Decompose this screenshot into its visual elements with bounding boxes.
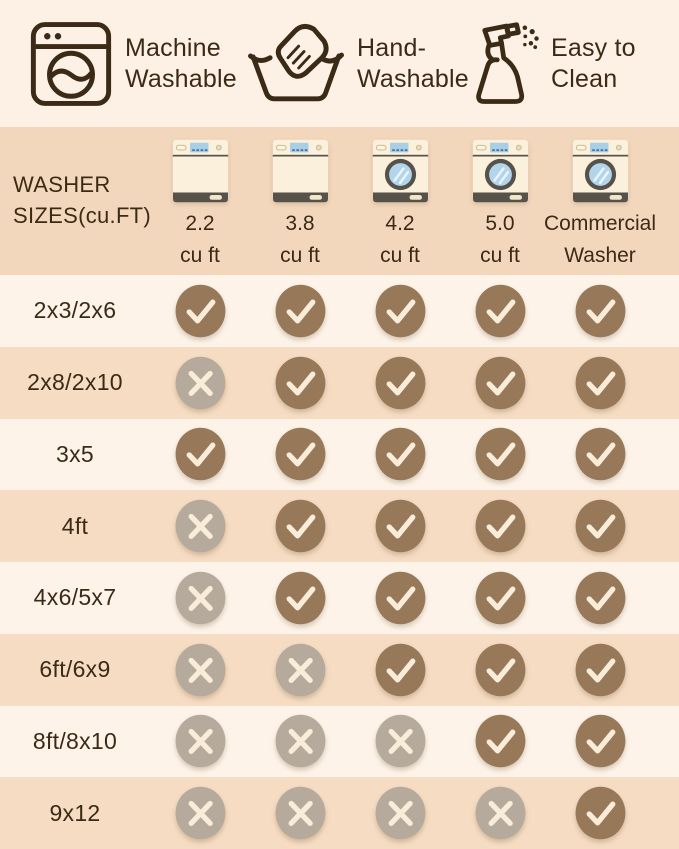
- table-cell: [150, 427, 250, 481]
- column-label: [280, 208, 320, 271]
- table-row: [0, 347, 679, 419]
- check-icon: [375, 571, 426, 625]
- table-cell: [250, 427, 350, 481]
- table-cell: [350, 499, 450, 553]
- check-icon: [275, 427, 326, 481]
- column-label-line1: 4.2: [385, 212, 415, 235]
- row-label: 8ft/8x10: [32, 727, 118, 754]
- check-icon: [475, 714, 526, 768]
- top-loader-washer-icon: [272, 139, 329, 203]
- washing-machine-icon: [28, 19, 114, 109]
- check-icon: [475, 284, 526, 338]
- check-icon: [475, 356, 526, 410]
- table-cell: [450, 427, 550, 481]
- cross-icon: [175, 786, 226, 840]
- check-icon: [575, 427, 626, 481]
- table-cell: [250, 714, 350, 768]
- table-cell: [450, 571, 550, 625]
- row-label: 6ft/6x9: [39, 656, 111, 683]
- check-icon: [575, 643, 626, 697]
- washer-size-table: [0, 127, 679, 849]
- check-icon: [575, 571, 626, 625]
- table-cell: [350, 786, 450, 840]
- feature-label: Machine Washable: [125, 33, 237, 93]
- front-loader-washer-icon: [572, 139, 629, 203]
- column-label-line2: cu ft: [180, 243, 220, 267]
- table-cell: [550, 499, 650, 553]
- column-label-line2: cu ft: [280, 243, 320, 267]
- row-label: 9x12: [49, 799, 101, 826]
- hand-wash-icon: [246, 21, 346, 107]
- column-label-line1: Commercial: [544, 212, 657, 235]
- check-icon: [575, 284, 626, 338]
- cross-icon: [375, 786, 426, 840]
- row-label: 2x3/2x6: [33, 297, 117, 324]
- table-cell: [550, 714, 650, 768]
- column-label: [180, 208, 220, 271]
- check-icon: [375, 499, 426, 553]
- table-cell: [550, 571, 650, 625]
- table-cell: [350, 643, 450, 697]
- table-cell: [350, 571, 450, 625]
- cross-icon: [175, 356, 226, 410]
- table-cell: [250, 356, 350, 410]
- table-cell: [550, 284, 650, 338]
- table-row: [0, 706, 679, 778]
- column-header: [250, 127, 350, 275]
- table-cell: [450, 499, 550, 553]
- table-cell: [550, 786, 650, 840]
- row-label: 4x6/5x7: [33, 584, 117, 611]
- check-icon: [475, 571, 526, 625]
- table-cell: [150, 499, 250, 553]
- column-header: [544, 127, 657, 275]
- check-icon: [175, 284, 226, 338]
- table-cell: [450, 643, 550, 697]
- check-icon: [275, 284, 326, 338]
- column-header: [350, 127, 450, 275]
- check-icon: [375, 284, 426, 338]
- check-icon: [275, 356, 326, 410]
- column-label-line2: cu ft: [480, 243, 520, 267]
- table-cell: [350, 714, 450, 768]
- table-cell: [150, 571, 250, 625]
- spray-bottle-icon: [464, 20, 540, 108]
- table-row: [0, 490, 679, 562]
- column-label-line2: Washer: [564, 243, 636, 267]
- table-cell: [150, 284, 250, 338]
- check-icon: [575, 499, 626, 553]
- cross-icon: [475, 786, 526, 840]
- table-header-row: [0, 127, 679, 275]
- feature-strip: [0, 0, 679, 127]
- check-icon: [475, 643, 526, 697]
- table-cell: [550, 427, 650, 481]
- table-cell: [250, 571, 350, 625]
- table-row: [0, 275, 679, 347]
- check-icon: [575, 714, 626, 768]
- cross-icon: [175, 571, 226, 625]
- table-cell: [450, 284, 550, 338]
- check-icon: [375, 643, 426, 697]
- cross-icon: [275, 786, 326, 840]
- column-label: [480, 208, 520, 271]
- table-cell: [350, 427, 450, 481]
- check-icon: [175, 427, 226, 481]
- table-row: [0, 634, 679, 706]
- table-cell: [250, 786, 350, 840]
- table-cell: [550, 356, 650, 410]
- column-header: [150, 127, 250, 275]
- cross-icon: [175, 714, 226, 768]
- table-cell: [250, 643, 350, 697]
- column-label-line1: 5.0: [485, 212, 515, 235]
- cross-icon: [175, 643, 226, 697]
- table-title: WASHER SIZES(cu.FT): [13, 172, 152, 228]
- row-label: 4ft: [61, 512, 89, 539]
- feature-item: [464, 20, 655, 108]
- table-cell: [250, 499, 350, 553]
- check-icon: [375, 356, 426, 410]
- row-label: 3x5: [56, 440, 94, 467]
- table-cell: [350, 356, 450, 410]
- check-icon: [575, 356, 626, 410]
- column-label: [380, 208, 420, 271]
- table-cell: [350, 284, 450, 338]
- column-label-line2: cu ft: [380, 243, 420, 267]
- cross-icon: [175, 499, 226, 553]
- column-label-line1: 3.8: [285, 212, 315, 235]
- feature-label: Hand-Washable: [357, 33, 469, 93]
- check-icon: [375, 427, 426, 481]
- table-row: [0, 777, 679, 849]
- table-cell: [150, 714, 250, 768]
- column-header: [450, 127, 550, 275]
- row-label: 2x8/2x10: [27, 369, 123, 396]
- feature-label: Easy to Clean: [551, 33, 636, 93]
- feature-item: [28, 19, 243, 109]
- cross-icon: [375, 714, 426, 768]
- table-cell: [250, 284, 350, 338]
- table-cell: [150, 786, 250, 840]
- check-icon: [275, 571, 326, 625]
- front-loader-washer-icon: [472, 139, 529, 203]
- cross-icon: [275, 643, 326, 697]
- front-loader-washer-icon: [372, 139, 429, 203]
- cross-icon: [275, 714, 326, 768]
- table-row: [0, 562, 679, 634]
- table-cell: [150, 356, 250, 410]
- table-cell: [450, 714, 550, 768]
- table-row: [0, 419, 679, 491]
- table-cell: [450, 786, 550, 840]
- check-icon: [475, 499, 526, 553]
- table-cell: [150, 643, 250, 697]
- feature-item: [246, 21, 469, 107]
- table-cell: [450, 356, 550, 410]
- column-label-line1: 2.2: [185, 212, 215, 235]
- check-icon: [475, 427, 526, 481]
- table-cell: [550, 643, 650, 697]
- column-label: [544, 208, 656, 271]
- check-icon: [575, 786, 626, 840]
- check-icon: [275, 499, 326, 553]
- top-loader-washer-icon: [172, 139, 229, 203]
